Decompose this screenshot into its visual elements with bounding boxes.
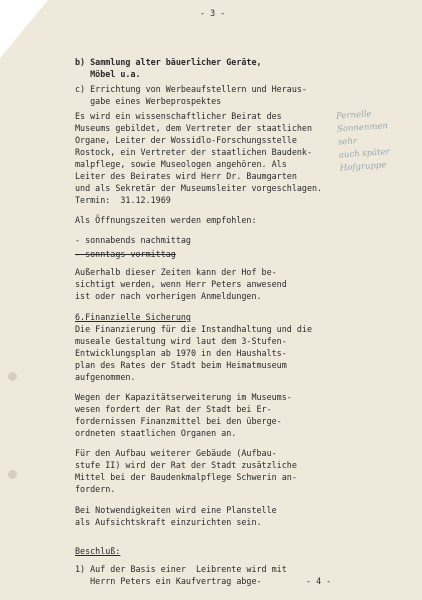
text-line: Als Öffnungszeiten werden empfohlen: xyxy=(75,215,257,225)
text-line: Außerhalb dieser Zeiten kann der Hof be- xyxy=(75,267,277,277)
list-item-c: c) Errichtung von Werbeaufstellern und Heraus- xyxy=(75,84,307,94)
resolution-item-cont: Herrn Peters ein Kaufvertrag abge- xyxy=(75,576,262,586)
handwritten-margin-note xyxy=(336,105,416,175)
text-line: plan des Rates der Stadt beim Heimatmuseum xyxy=(75,360,287,370)
text-line: Leiter des Beirates wird Herr Dr. Baumgarten xyxy=(75,171,297,181)
deadline: Termin: 31.12.1969 xyxy=(75,195,171,205)
text-line: aufgenommen. xyxy=(75,372,136,382)
list-item-c-cont: gabe eines Werbeprospektes xyxy=(75,96,222,106)
page-number: - 3 - xyxy=(200,8,226,18)
text-line: stufe II) wird der Rat der Stadt zusätzliche xyxy=(75,460,297,470)
text-line: als Aufsichtskraft einzurichten sein. xyxy=(75,517,262,527)
next-page-marker: - 4 - xyxy=(306,576,332,586)
margin-note-line: auch später xyxy=(338,147,391,161)
bullet-item: - sonnabends nachmittag xyxy=(75,235,191,245)
resolution-item: 1) Auf der Basis einer Leibrente wird mit xyxy=(75,564,287,574)
text-line: malpflege, sowie Museologen angehören. Als xyxy=(75,159,287,169)
text-line: Die Finanzierung für die Instandhaltung und die xyxy=(75,324,312,334)
margin-note-line: Hofgruppe xyxy=(339,160,387,174)
text-line: sichtigt werden, wenn Herr Peters anwesend xyxy=(75,279,287,289)
list-item-b-cont: Möbel u.a. xyxy=(75,69,141,79)
text-line: Es wird ein wissenschaftlicher Beirat des xyxy=(75,111,282,121)
text-line: und als Sekretär der Museumsleiter vorgeschlagen. xyxy=(75,183,323,193)
text-line: wesen fordert der Rat der Stadt bei Er- xyxy=(75,404,272,414)
text-line: Museums gebildet, dem Vertreter der staatlichen xyxy=(75,123,312,133)
margin-note-line: sehr xyxy=(337,136,358,148)
section-heading: 6.Finanzielle Sicherung xyxy=(75,312,191,322)
resolution-heading: Beschluß: xyxy=(75,546,121,556)
margin-note-line: Sonnenmen xyxy=(336,121,389,135)
text-line: fordernissen Finanzmittel bei den überge- xyxy=(75,416,282,426)
margin-note-line: Pernelle xyxy=(335,109,372,122)
text-line: Für den Aufbau weiterer Gebäude (Aufbau- xyxy=(75,448,277,458)
text-line: museale Gestaltung wird laut dem 3-Stufen- xyxy=(75,336,287,346)
text-line: ordneten staatlichen Organen an. xyxy=(75,428,237,438)
text-line: fordern. xyxy=(75,484,116,494)
text-line: Rostock, ein Vertreter der staatlichen Baudenk- xyxy=(75,147,312,157)
text-line: Organe, Leiter der Wossidlo-Forschungsstelle xyxy=(75,135,297,145)
text-line: Wegen der Kapazitätserweiterung im Museums- xyxy=(75,392,292,402)
text-line: Mittel bei der Baudenkmalpflege Schwerin an- xyxy=(75,472,297,482)
bullet-item-struck: - sonntags vormittag xyxy=(75,249,176,259)
text-line: Bei Notwendigkeiten wird eine Planstelle xyxy=(75,505,277,515)
text-line: Entwicklungsplan ab 1970 in den Haushalts- xyxy=(75,348,287,358)
list-item-b: b) Sammlung alter bäuerlicher Geräte, xyxy=(75,57,262,67)
text-line: ist oder nach vorherigen Anmeldungen. xyxy=(75,291,262,301)
